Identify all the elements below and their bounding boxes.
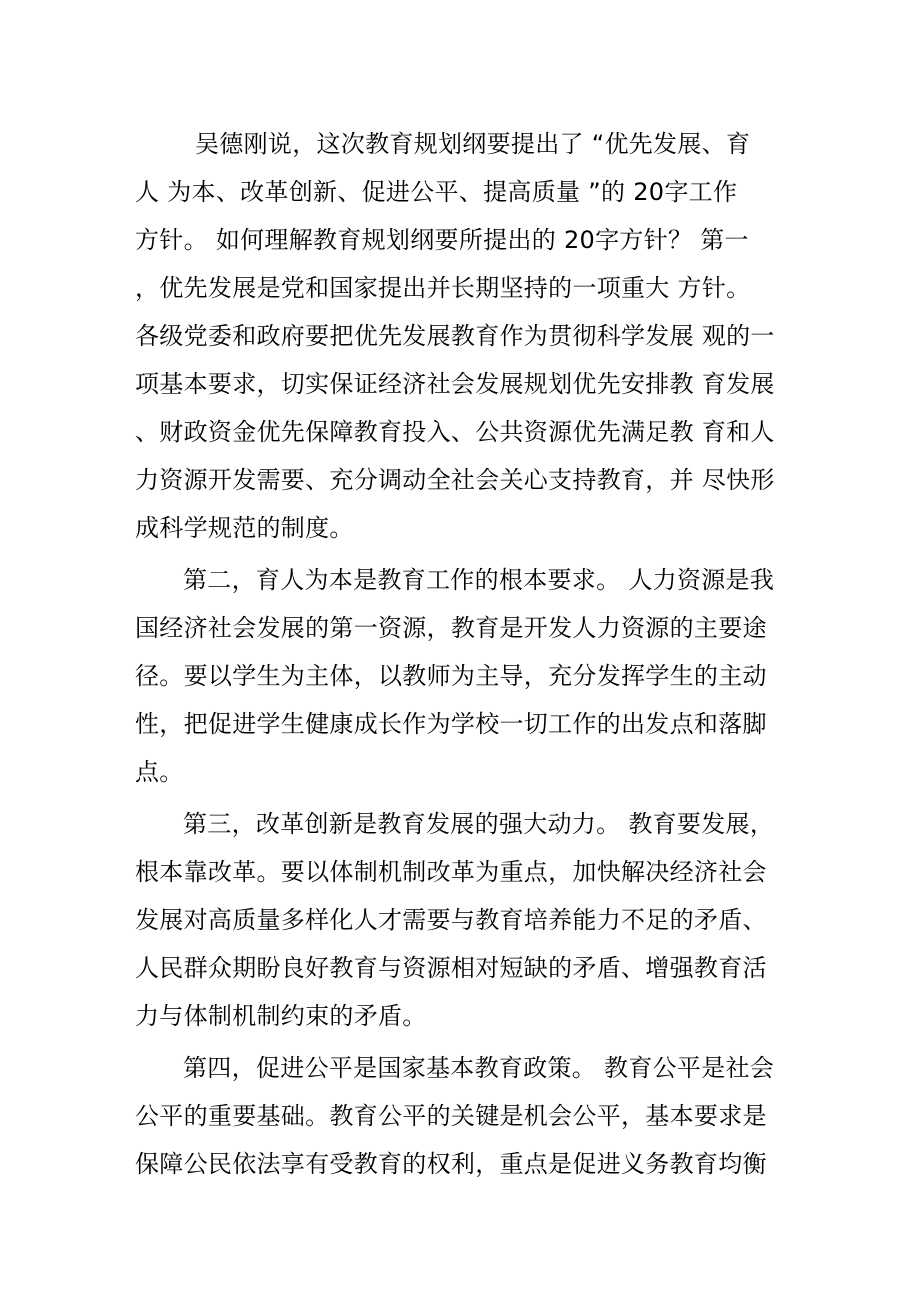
text-line: 第四，促进公平是国家基本教育政策。 教育公平是社会 bbox=[183, 1054, 775, 1082]
text-line: 成科学规范的制度。 bbox=[135, 514, 354, 542]
text-line: 发展对高质量多样化人才需要与教育培养能力不足的矛盾、 bbox=[135, 906, 767, 934]
text-line: 各级党委和政府要把优先发展教育作为贯彻科学发展 观的一 bbox=[135, 322, 775, 350]
text-line: 人 为本、改革创新、促进公平、提高质量 ”的 20字工作 bbox=[135, 178, 738, 206]
text-line: 项基本要求，切实保证经济社会发展规划优先安排教 育发展 bbox=[135, 370, 775, 398]
text-line: 力与体制机制约束的矛盾。 bbox=[135, 1002, 427, 1030]
text-line: 性，把促进学生健康成长作为学校一切工作的出发点和落脚 bbox=[135, 710, 767, 738]
text-line: 根本靠改革。要以体制机制改革为重点，加快解决经济社会 bbox=[135, 858, 767, 886]
text-line: 力资源开发需要、充分调动全社会关心支持教育，并 尽快形 bbox=[135, 466, 775, 494]
text-line: 公平的重要基础。教育公平的关键是机会公平，基本要求是 bbox=[135, 1102, 767, 1130]
text-line: 吴德刚说，这次教育规划纲要提出了 “优先发展、育 bbox=[195, 130, 751, 158]
text-line: 径。要以学生为主体，以教师为主导，充分发挥学生的主动 bbox=[135, 662, 767, 690]
text-line: 方针。 如何理解教育规划纲要所提出的 20字方针？ 第一 bbox=[135, 226, 749, 254]
text-line: 第三，改革创新是教育发展的强大动力。 教育要发展， bbox=[183, 810, 775, 838]
text-line: 、财政资金优先保障教育投入、公共资源优先满足教 育和人 bbox=[135, 418, 775, 446]
text-line: 国经济社会发展的第一资源，教育是开发人力资源的主要途 bbox=[135, 614, 767, 642]
text-line: 第二，育人为本是教育工作的根本要求。 人力资源是我 bbox=[183, 566, 775, 594]
text-line: 点。 bbox=[135, 758, 184, 786]
text-line: 保障公民依法享有受教育的权利，重点是促进义务教育均衡 bbox=[135, 1150, 767, 1178]
text-line: 人民群众期盼良好教育与资源相对短缺的矛盾、增强教育活 bbox=[135, 954, 767, 982]
text-line: ，优先发展是党和国家提出并长期坚持的一项重大 方针。 bbox=[135, 274, 751, 302]
